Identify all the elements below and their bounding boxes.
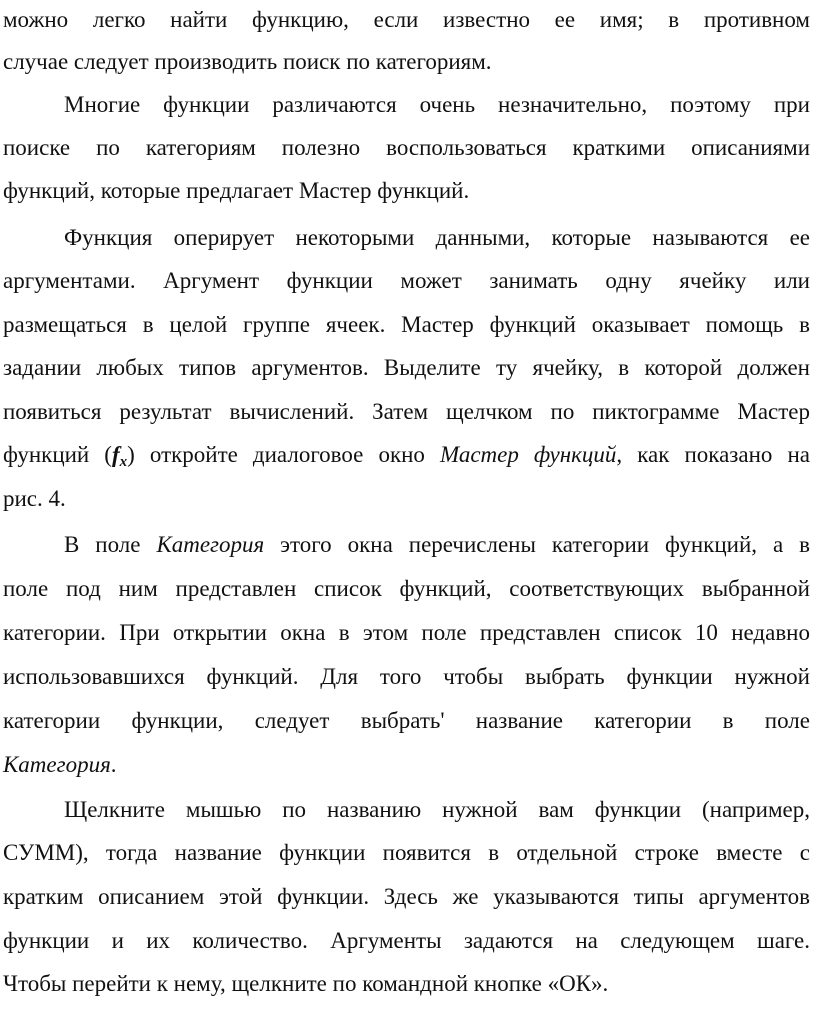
- text-span: .: [110, 752, 117, 777]
- text-line: появиться результат вычислений. Затем щелчком по пиктограмме Мастер: [3, 399, 810, 424]
- text-span: , как показано на: [616, 442, 810, 467]
- text-line: рис. 4.: [3, 486, 66, 511]
- text-line: случае следует производить поиск по категориям.: [3, 49, 492, 74]
- text-line: задании любых типов аргументов. Выделите ту ячейку, в которой должен: [3, 355, 810, 380]
- text-line: можно легко найти функцию, если известно ее имя; в противном: [3, 7, 810, 32]
- text-line: поиске по категориям полезно воспользоваться краткими описаниями: [3, 135, 810, 160]
- text-span: этого окна перечислены категории функций, а в: [264, 532, 810, 557]
- paragraph-start-line: [64, 523, 810, 567]
- paragraph-start-line: Многие функции различаются очень незначительно, поэтому при: [64, 92, 810, 117]
- text-line: использовавшихся функций. Для того чтобы выбрать функции нужной: [3, 664, 810, 689]
- paragraph-start-line: Функция оперирует некоторыми данными, которые называются ее: [64, 225, 810, 250]
- field-name: Категория: [3, 752, 111, 777]
- text-span: В поле: [64, 532, 157, 557]
- paragraph-start-line: Щелкните мышью по названию нужной вам функции (например,: [64, 797, 810, 822]
- text-line: размещаться в целой группе ячеек. Мастер функций оказывает помощь в: [3, 312, 810, 337]
- field-name: Категория: [156, 532, 265, 557]
- text-line: функции и их количество. Аргументы задаются на следующем шаге.: [3, 928, 810, 953]
- text-line: [3, 743, 810, 787]
- fx-subscript: x: [119, 454, 128, 470]
- text-line: поле под ним представлен список функций, соответствующих выбранной: [3, 576, 810, 601]
- text-span: функций (: [3, 442, 112, 467]
- text-line-with-fx: [3, 433, 810, 477]
- text-span: ) откройте диалоговое окно: [127, 442, 440, 467]
- text-line: категории функции, следует выбрать' название категории в поле: [3, 708, 810, 733]
- text-line: категории. При открытии окна в этом поле представлен список 10 недавно: [3, 620, 810, 645]
- text-line: функций, которые предлагает Мастер функций.: [3, 178, 470, 203]
- text-line: Чтобы перейти к нему, щелкните по командной кнопке «ОК».: [3, 971, 609, 996]
- fx-letter: f: [111, 442, 120, 467]
- fx-icon: [111, 442, 128, 470]
- text-line: аргументами. Аргумент функции может занимать одну ячейку или: [3, 268, 810, 293]
- text-line: кратким описанием этой функции. Здесь же указываются типы аргументов: [3, 884, 810, 909]
- dialog-name: Мастер функций: [440, 442, 617, 467]
- text-line: СУММ), тогда название функции появится в отдельной строке вместе с: [3, 840, 810, 865]
